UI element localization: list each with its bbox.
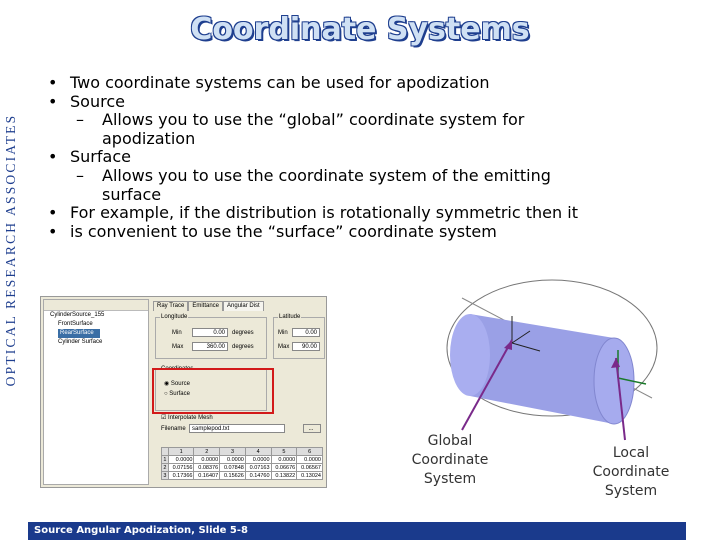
dialog-tabs (153, 301, 264, 311)
table-cell[interactable]: 0.0000 (297, 456, 323, 464)
tab-angular-dist[interactable]: Angular Dist (223, 301, 264, 311)
interpolate-checkbox[interactable]: ☑ Interpolate Mesh (161, 415, 213, 421)
latitude-max-field[interactable]: 90.00 (292, 342, 320, 351)
pointer-arrows (420, 300, 640, 450)
tree-item[interactable]: FrontSurface (58, 321, 93, 327)
table-header: 1 (168, 448, 194, 456)
table-header (162, 448, 169, 456)
caption-line: Global (427, 433, 473, 449)
sub-bullet-cont (48, 186, 708, 205)
table-cell[interactable]: 0.13822 (271, 472, 297, 480)
caption-line: Coordinate (592, 464, 670, 480)
latitude-label: Latitude (279, 314, 301, 320)
table-cell[interactable]: 0.0000 (168, 456, 194, 464)
latitude-min-field[interactable]: 0.00 (292, 328, 320, 337)
table-cell[interactable]: 0.16407 (194, 472, 220, 480)
side-brand-text: OPTICAL RESEARCH ASSOCIATES (3, 113, 18, 387)
table-cell[interactable]: 0.06567 (297, 464, 323, 472)
bullet-cont (48, 223, 708, 242)
local-caption (580, 444, 682, 501)
longitude-max-field[interactable]: 360.00 (192, 342, 228, 351)
global-caption (400, 432, 500, 489)
table-header: 3 (220, 448, 246, 456)
table-header: 5 (271, 448, 297, 456)
arrowhead-icon (611, 358, 620, 368)
bullet-item (48, 93, 708, 112)
table-cell[interactable]: 0.07848 (220, 464, 246, 472)
global-pointer-arrow (462, 340, 512, 430)
unit-label: degrees (232, 344, 254, 350)
footer-bar (28, 522, 686, 540)
tree-item[interactable]: Cylinder Surface (58, 339, 103, 345)
longitude-max-label: Max (172, 344, 184, 350)
filename-field[interactable]: samplepod.txt (189, 424, 285, 433)
table-cell[interactable]: 0.15626 (220, 472, 246, 480)
table-row (162, 464, 323, 472)
local-pointer-arrow (616, 358, 625, 440)
radio-surface[interactable]: ○ Surface (164, 391, 190, 397)
table-cell[interactable]: 0.17366 (168, 472, 194, 480)
sub-bullet-text: surface (102, 184, 162, 204)
longitude-group (155, 314, 267, 359)
latitude-group (273, 314, 325, 359)
sub-bullet-item: – Allows you to use the coordinate system of the emitting (76, 165, 551, 185)
radio-source[interactable]: ◉ Source (164, 381, 190, 387)
latitude-min-label: Min (278, 330, 288, 336)
bullet-text: Two coordinate systems can be used for apodization (70, 73, 490, 92)
sub-bullet-text: Allows you to use the “global” coordinate system for (102, 110, 525, 130)
bullet-item (48, 74, 708, 93)
radio-source-label: Source (170, 381, 190, 387)
radio-surface-label: Surface (169, 391, 190, 397)
bullet-text: Surface (70, 147, 131, 167)
bullet-item (48, 204, 708, 223)
object-tree (43, 299, 149, 485)
filename-label: Filename (161, 426, 186, 432)
table-cell[interactable]: 0.14760 (245, 472, 271, 480)
sub-bullet-cont (48, 130, 708, 149)
table-cell[interactable]: 0.0000 (271, 456, 297, 464)
table-row (162, 456, 323, 464)
tree-toolbar (44, 300, 148, 311)
table-cell[interactable]: 0.07163 (245, 464, 271, 472)
table-cell[interactable]: 0.06676 (271, 464, 297, 472)
table-header: 6 (297, 448, 323, 456)
table-header-row (162, 448, 323, 456)
table-header: 2 (194, 448, 220, 456)
coordinates-highlight-box (152, 368, 274, 414)
table-cell[interactable]: 0.0000 (220, 456, 246, 464)
longitude-min-field[interactable]: 0.00 (192, 328, 228, 337)
caption-line: Local (612, 445, 650, 461)
table-cell: 2 (163, 464, 167, 471)
table-row (162, 472, 323, 480)
table-header: 4 (245, 448, 271, 456)
coordinates-label: Coordinates (161, 366, 194, 372)
sub-bullet-text: Allows you to use the coordinate system of the emitting (102, 165, 551, 185)
table-cell[interactable]: 0.0000 (194, 456, 220, 464)
sub-bullet-item: – Allows you to use the “global” coordinate system for (76, 110, 525, 130)
table-cell: 3 (163, 472, 167, 479)
footer-text: Source Angular Apodization, Slide 5-8 (34, 525, 248, 536)
longitude-label: Longitude (161, 314, 188, 320)
side-brand (0, 60, 22, 440)
arrowhead-icon (504, 340, 512, 350)
caption-line: Coordinate (411, 452, 489, 468)
latitude-max-label: Max (278, 344, 290, 350)
table-cell[interactable]: 0.13024 (297, 472, 323, 480)
bullet-text: For example, if the distribution is rotationally symmetric then it (70, 203, 578, 223)
bullet-text: Source (70, 91, 125, 111)
bullet-list (48, 74, 708, 241)
browse-button[interactable]: ... (303, 424, 321, 433)
table-cell[interactable]: 0.08376 (194, 464, 220, 472)
interpolate-label: Interpolate Mesh (168, 415, 213, 421)
longitude-min-label: Min (172, 330, 182, 336)
table-cell[interactable]: 0.07156 (168, 464, 194, 472)
bullet-text: is convenient to use the “surface” coordinate system (70, 221, 497, 241)
caption-line: System (604, 483, 658, 499)
caption-line: System (423, 471, 477, 487)
table-cell[interactable]: 0.0000 (245, 456, 271, 464)
apodization-table (161, 447, 323, 480)
bullet-item (48, 148, 708, 167)
tab-ray-trace[interactable]: Ray Trace (153, 301, 188, 311)
table-cell: 1 (163, 456, 167, 463)
tab-emittance[interactable]: Emittance (188, 301, 223, 311)
sub-bullet-text: apodization (102, 128, 196, 148)
tree-item[interactable]: CylinderSource_155 (50, 312, 105, 318)
slide-title: Coordinate Systems (190, 12, 530, 47)
tree-item-selected[interactable]: RearSurface (58, 329, 100, 338)
unit-label: degrees (232, 330, 254, 336)
